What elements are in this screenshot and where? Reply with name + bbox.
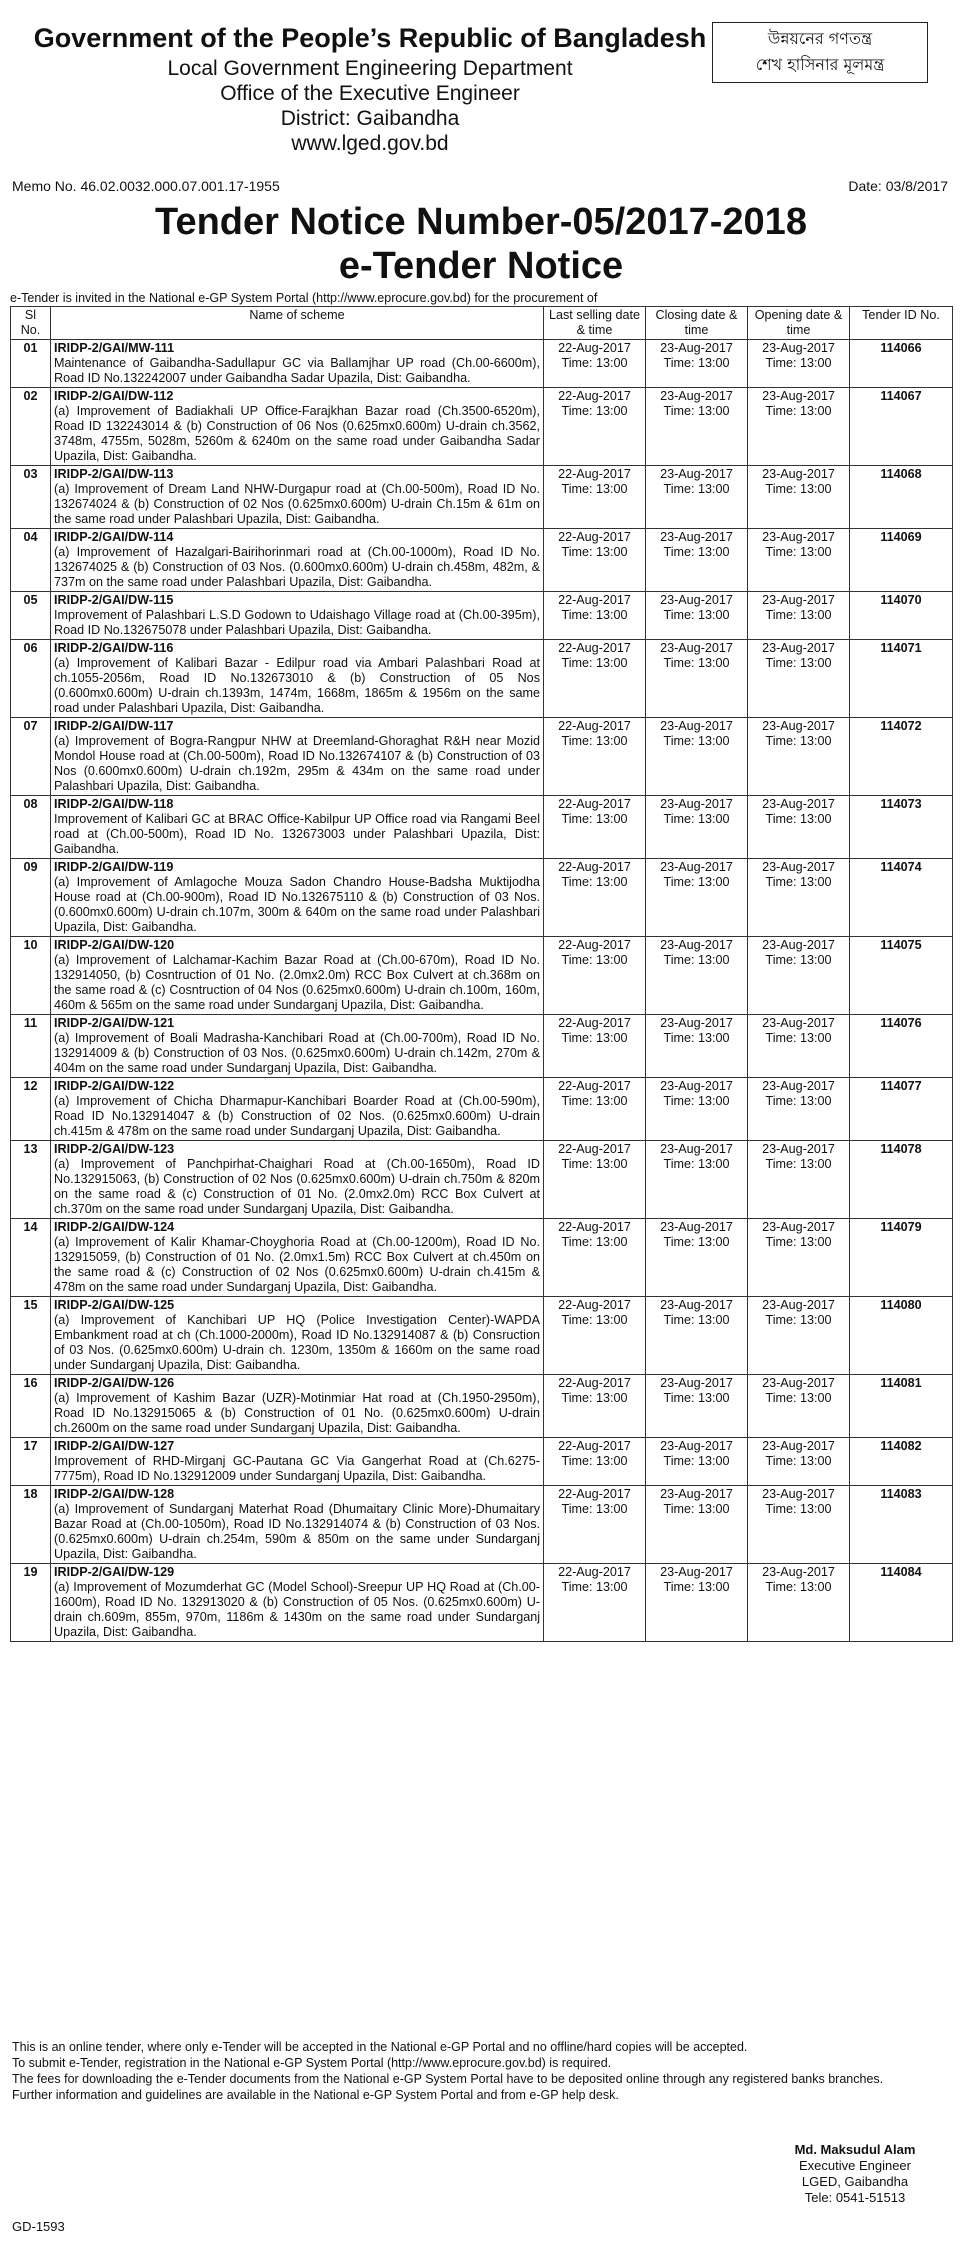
- package-number: IRIDP-2/GAI/DW-118: [54, 797, 174, 811]
- row-last-selling: 22-Aug-2017 Time: 13:00: [544, 796, 646, 859]
- row-tender-id: 114067: [850, 388, 953, 466]
- row-tender-id: 114082: [850, 1438, 953, 1486]
- row-sl-number: 03: [11, 466, 51, 529]
- row-scheme-cell: [51, 796, 544, 859]
- package-number: IRIDP-2/GAI/DW-113: [54, 467, 174, 481]
- notice-title: Tender Notice Number-05/2017-2018: [155, 201, 807, 243]
- scheme-description: (a) Improvement of Boali Madrasha-Kanchibari Road at (Ch.00-700m), Road ID No. 132914009 & (b) Construction of 03 Nos. (0.625mx0.600m) U-drain ch.142m, 270m & 404m on the same road under Sundarganj Upazila, Dist: Gaibandha.: [54, 1031, 540, 1075]
- table-row: [11, 592, 953, 640]
- row-opening: 23-Aug-2017 Time: 13:00: [748, 937, 850, 1015]
- package-number: IRIDP-2/GAI/DW-122: [54, 1079, 175, 1093]
- row-last-selling: 22-Aug-2017 Time: 13:00: [544, 937, 646, 1015]
- row-last-selling: 22-Aug-2017 Time: 13:00: [544, 340, 646, 388]
- row-tender-id: 114083: [850, 1486, 953, 1564]
- row-opening: 23-Aug-2017 Time: 13:00: [748, 529, 850, 592]
- row-closing: 23-Aug-2017 Time: 13:00: [646, 640, 748, 718]
- package-number: IRIDP-2/GAI/DW-117: [54, 719, 174, 733]
- row-closing: 23-Aug-2017 Time: 13:00: [646, 1297, 748, 1375]
- row-sl-number: 08: [11, 796, 51, 859]
- row-opening: 23-Aug-2017 Time: 13:00: [748, 1141, 850, 1219]
- col-opening: Opening date & time: [748, 307, 850, 340]
- row-opening: 23-Aug-2017 Time: 13:00: [748, 1015, 850, 1078]
- row-last-selling: 22-Aug-2017 Time: 13:00: [544, 1486, 646, 1564]
- table-row: [11, 718, 953, 796]
- row-tender-id: 114075: [850, 937, 953, 1015]
- scheme-description: (a) Improvement of Badiakhali UP Office-Farajkhan Bazar road (Ch.3500-6520m), Road ID 132243014 & (b) Construction of 06 Nos (0.625mx0.600m) U-drain ch.3562, 3748m, 4755m, 5028m, 5260m & 6240m on the same road under Gaibandha Sadar Upazila, Dist: Gaibandha.: [54, 404, 540, 463]
- row-opening: 23-Aug-2017 Time: 13:00: [748, 859, 850, 937]
- row-closing: 23-Aug-2017 Time: 13:00: [646, 718, 748, 796]
- row-last-selling: 22-Aug-2017 Time: 13:00: [544, 859, 646, 937]
- scheme-description: (a) Improvement of Kanchibari UP HQ (Police Investigation Center)-WAPDA Embankment road at ch (Ch.1000-2000m), Road ID No.132914087 & (b) Consruction of 03 Nos. (0.625mx0.600m) U-drain ch. 1230m, 1350m & 1660m on the same road under Sundarganj Upazila, Dist: Gaibandha.: [54, 1313, 540, 1372]
- table-row: [11, 388, 953, 466]
- row-tender-id: 114074: [850, 859, 953, 937]
- col-sl: Sl No.: [11, 307, 51, 340]
- scheme-description: (a) Improvement of Kashim Bazar (UZR)-Motinmiar Hat road at (Ch.1950-2950m), Road ID No.132915065 & (b) Construction of 01 No. (0.625mx0.600m) U-drain ch.2600m on the same road under Sundarganj Upazila, Dist: Gaibandha.: [54, 1391, 540, 1435]
- row-tender-id: 114080: [850, 1297, 953, 1375]
- row-scheme-cell: [51, 937, 544, 1015]
- package-number: IRIDP-2/GAI/DW-119: [54, 860, 174, 874]
- department-name: Local Government Engineering Department: [167, 57, 573, 80]
- website: www.lged.gov.bd: [291, 132, 449, 155]
- row-opening: 23-Aug-2017 Time: 13:00: [748, 1078, 850, 1141]
- row-closing: 23-Aug-2017 Time: 13:00: [646, 1141, 748, 1219]
- package-number: IRIDP-2/GAI/DW-125: [54, 1298, 175, 1312]
- scheme-description: (a) Improvement of Kalibari Bazar - Edilpur road via Ambari Palashbari Road at ch.1055-2056m, Road ID No.132673010 & (b) Construction of 05 Nos (0.600mx0.600m) U-drain ch.1393m, 1474m, 1668m, 1865m & 1956m on the same road under Palashbari Upazila, Dist: Gaibandha.: [54, 656, 540, 715]
- footer-note: To submit e-Tender, registration in the National e-GP System Portal (http://www.eprocure.gov.bd) is required.: [12, 2056, 612, 2070]
- signatory-name: Md. Maksudul Alam: [794, 2142, 916, 2157]
- row-closing: 23-Aug-2017 Time: 13:00: [646, 1219, 748, 1297]
- row-opening: 23-Aug-2017 Time: 13:00: [748, 796, 850, 859]
- package-number: IRIDP-2/GAI/DW-120: [54, 938, 175, 952]
- scheme-description: (a) Improvement of Chicha Dharmapur-Kanchibari Boarder Road at (Ch.00-590m), Road ID No.132914047 & (b) Construction of 02 Nos. (0.625mx0.600m) U-drain ch.415m & 478m on the same road under Sundarganj Upazila, Dist: Gaibandha.: [54, 1094, 540, 1138]
- table-row: [11, 1141, 953, 1219]
- row-scheme-cell: [51, 466, 544, 529]
- scheme-description: (a) Improvement of Kalir Khamar-Choyghoria Road at (Ch.00-1200m), Road ID No. 132915059, (b) Construction of 01 No. (2.0mx1.5m) RCC Box Culvert at ch.450m on the same road & (c) Construction of 02 Nos (0.625mx0.600m) U-drain ch.415m & 478m on the same road under Sundarganj Upazila, Dist: Gaibandha.: [54, 1235, 540, 1294]
- row-last-selling: 22-Aug-2017 Time: 13:00: [544, 466, 646, 529]
- row-sl-number: 12: [11, 1078, 51, 1141]
- table-row: [11, 640, 953, 718]
- row-sl-number: 02: [11, 388, 51, 466]
- row-opening: 23-Aug-2017 Time: 13:00: [748, 1219, 850, 1297]
- row-tender-id: 114076: [850, 1015, 953, 1078]
- row-sl-number: 14: [11, 1219, 51, 1297]
- scheme-description: (a) Improvement of Sundarganj Materhat Road (Dhumaitary Clinic More)-Dhumaitary Bazar Road at (Ch.00-1050m), Road ID No.132914074 & (b) Construction of 03 Nos. (0.625mx0.600m) U-drain ch.254m, 590m & 850m on the same under Sundarganj Upazila, Dist: Gaibandha.: [54, 1502, 540, 1561]
- row-scheme-cell: [51, 1486, 544, 1564]
- row-last-selling: 22-Aug-2017 Time: 13:00: [544, 1219, 646, 1297]
- row-opening: 23-Aug-2017 Time: 13:00: [748, 340, 850, 388]
- gd-number: GD-1593: [12, 2219, 65, 2234]
- district-name: District: Gaibandha: [280, 107, 460, 130]
- bangla-slogan-line2: শেখ হাসিনার মূলমন্ত্র: [755, 55, 885, 74]
- row-sl-number: 05: [11, 592, 51, 640]
- row-sl-number: 13: [11, 1141, 51, 1219]
- row-opening: 23-Aug-2017 Time: 13:00: [748, 1564, 850, 1642]
- scheme-description: (a) Improvement of Amlagoche Mouza Sadon Chandro House-Badsha Muktijodha House road at (Ch.00-900m), Road ID No.132675110 & (b) Construction of 03 Nos. (0.600mx0.600m) U-drain ch.107m, 300m & 640m on the same road under Palashbari Upazila, Dist: Gaibandha.: [54, 875, 540, 934]
- row-opening: 23-Aug-2017 Time: 13:00: [748, 1375, 850, 1438]
- row-closing: 23-Aug-2017 Time: 13:00: [646, 529, 748, 592]
- table-row: [11, 1078, 953, 1141]
- row-opening: 23-Aug-2017 Time: 13:00: [748, 1297, 850, 1375]
- package-number: IRIDP-2/GAI/MW-111: [54, 341, 175, 355]
- row-sl-number: 01: [11, 340, 51, 388]
- package-number: IRIDP-2/GAI/DW-114: [54, 530, 174, 544]
- scheme-description: Improvement of RHD-Mirganj GC-Pautana GC Via Gangerhat Road at (Ch.6275-7775m), Road ID No.132912009 under Sundarganj Upazila, Dist: Gaibandha.: [54, 1454, 540, 1483]
- col-name: Name of scheme: [51, 307, 544, 340]
- signatory-title: Executive Engineer: [798, 2158, 911, 2173]
- government-title: Government of the People’s Republic of Bangladesh: [33, 23, 707, 53]
- bangla-slogan-box: [712, 22, 928, 83]
- row-scheme-cell: [51, 1375, 544, 1438]
- row-closing: 23-Aug-2017 Time: 13:00: [646, 1438, 748, 1486]
- row-tender-id: 114081: [850, 1375, 953, 1438]
- row-sl-number: 11: [11, 1015, 51, 1078]
- package-number: IRIDP-2/GAI/DW-115: [54, 593, 174, 607]
- memo-number: Memo No. 46.02.0032.000.07.001.17-1955: [12, 178, 280, 194]
- row-tender-id: 114071: [850, 640, 953, 718]
- row-closing: 23-Aug-2017 Time: 13:00: [646, 1015, 748, 1078]
- row-closing: 23-Aug-2017 Time: 13:00: [646, 340, 748, 388]
- row-opening: 23-Aug-2017 Time: 13:00: [748, 592, 850, 640]
- table-header-row: [11, 307, 953, 340]
- row-last-selling: 22-Aug-2017 Time: 13:00: [544, 388, 646, 466]
- row-scheme-cell: [51, 1438, 544, 1486]
- row-scheme-cell: [51, 1141, 544, 1219]
- footer-notes: [12, 2039, 948, 2103]
- row-tender-id: 114079: [850, 1219, 953, 1297]
- footer-note: The fees for downloading the e-Tender documents from the National e-GP System Portal have to be deposited online through any registered banks branches.: [12, 2072, 884, 2086]
- package-number: IRIDP-2/GAI/DW-121: [54, 1016, 175, 1030]
- table-row: [11, 796, 953, 859]
- row-scheme-cell: [51, 1219, 544, 1297]
- row-scheme-cell: [51, 1078, 544, 1141]
- table-row: [11, 1297, 953, 1375]
- row-sl-number: 06: [11, 640, 51, 718]
- col-tender-id: Tender ID No.: [850, 307, 953, 340]
- package-number: IRIDP-2/GAI/DW-127: [54, 1439, 175, 1453]
- row-sl-number: 18: [11, 1486, 51, 1564]
- notice-subtitle: e-Tender Notice: [338, 245, 624, 287]
- row-scheme-cell: [51, 592, 544, 640]
- table-row: [11, 1219, 953, 1297]
- row-scheme-cell: [51, 718, 544, 796]
- row-opening: 23-Aug-2017 Time: 13:00: [748, 1486, 850, 1564]
- row-tender-id: 114084: [850, 1564, 953, 1642]
- scheme-description: (a) Improvement of Bogra-Rangpur NHW at Dreemland-Ghoraghat R&H near Mozid Mondol House road at (Ch.00-500m), Road ID No.132674107 & (b) Construction of 03 Nos (0.600mx0.600m) U-drain ch.192m, 295m & 434m on the same road under Palashbari Upazila, Dist: Gaibandha.: [54, 734, 540, 793]
- signatory-phone: Tele: 0541-51513: [804, 2190, 906, 2205]
- row-scheme-cell: [51, 529, 544, 592]
- row-closing: 23-Aug-2017 Time: 13:00: [646, 796, 748, 859]
- table-row: [11, 529, 953, 592]
- scheme-description: (a) Improvement of Lalchamar-Kachim Bazar Road at (Ch.00-670m), Road ID No. 132914050, (b) Cosntruction of 01 No. (2.0mx2.0m) RCC Box Culvert at ch.368m on the same road & (c) Cosntruction of 04 Nos (0.625mx0.600m) U-drain ch.100m, 160m, 460m & 565m on the same road under Sundarganj Upazila, Dist: Gaibandha.: [54, 953, 540, 1012]
- package-number: IRIDP-2/GAI/DW-126: [54, 1376, 175, 1390]
- table-row: [11, 1015, 953, 1078]
- scheme-description: (a) Improvement of Panchpirhat-Chaighari Road at (Ch.00-1650m), Road ID No.132915063, (b) Construction of 02 Nos (0.625mx0.600m) U-drain ch.750m & 820m on the same road & (c) Construction of 01 No. (2.0mx2.0m) RCC Box Culvert at ch.370m on the same road under Sundarganj Upazila, Dist: Gaibandha.: [54, 1157, 540, 1216]
- row-last-selling: 22-Aug-2017 Time: 13:00: [544, 718, 646, 796]
- scheme-description: Improvement of Palashbari L.S.D Godown to Udaishago Village road at (Ch.00-395m), Road ID No.132675078 under Palashbari Upazila, Dist: Gaibandha.: [54, 608, 540, 637]
- row-opening: 23-Aug-2017 Time: 13:00: [748, 640, 850, 718]
- row-opening: 23-Aug-2017 Time: 13:00: [748, 466, 850, 529]
- row-closing: 23-Aug-2017 Time: 13:00: [646, 466, 748, 529]
- row-tender-id: 114077: [850, 1078, 953, 1141]
- footer-note: Further information and guidelines are available in the National e-GP System Portal and from e-GP help desk.: [12, 2088, 619, 2102]
- row-closing: 23-Aug-2017 Time: 13:00: [646, 1078, 748, 1141]
- row-last-selling: 22-Aug-2017 Time: 13:00: [544, 1375, 646, 1438]
- row-scheme-cell: [51, 1564, 544, 1642]
- row-scheme-cell: [51, 388, 544, 466]
- table-row: [11, 1438, 953, 1486]
- signatory-office: LGED, Gaibandha: [801, 2174, 909, 2189]
- row-tender-id: 114069: [850, 529, 953, 592]
- row-scheme-cell: [51, 859, 544, 937]
- row-closing: 23-Aug-2017 Time: 13:00: [646, 859, 748, 937]
- letterhead: [10, 8, 952, 178]
- row-last-selling: 22-Aug-2017 Time: 13:00: [544, 640, 646, 718]
- table-row: [11, 1564, 953, 1642]
- row-tender-id: 114072: [850, 718, 953, 796]
- row-sl-number: 10: [11, 937, 51, 1015]
- row-last-selling: 22-Aug-2017 Time: 13:00: [544, 592, 646, 640]
- table-row: [11, 1375, 953, 1438]
- table-row: [11, 340, 953, 388]
- table-row: [11, 859, 953, 937]
- row-last-selling: 22-Aug-2017 Time: 13:00: [544, 1015, 646, 1078]
- row-closing: 23-Aug-2017 Time: 13:00: [646, 1375, 748, 1438]
- row-last-selling: 22-Aug-2017 Time: 13:00: [544, 1564, 646, 1642]
- tender-table: [10, 306, 953, 1642]
- row-sl-number: 16: [11, 1375, 51, 1438]
- row-tender-id: 114068: [850, 466, 953, 529]
- row-closing: 23-Aug-2017 Time: 13:00: [646, 1486, 748, 1564]
- row-last-selling: 22-Aug-2017 Time: 13:00: [544, 529, 646, 592]
- row-sl-number: 04: [11, 529, 51, 592]
- row-opening: 23-Aug-2017 Time: 13:00: [748, 388, 850, 466]
- row-scheme-cell: [51, 340, 544, 388]
- row-closing: 23-Aug-2017 Time: 13:00: [646, 592, 748, 640]
- row-opening: 23-Aug-2017 Time: 13:00: [748, 1438, 850, 1486]
- scheme-description: Improvement of Kalibari GC at BRAC Office-Kabilpur UP Office road via Rangami Beel road at (Ch.00-500m), Road ID No. 132673003 under Palashbari Upazila, Dist: Gaibandha.: [54, 812, 540, 856]
- row-sl-number: 09: [11, 859, 51, 937]
- package-number: IRIDP-2/GAI/DW-123: [54, 1142, 175, 1156]
- tender-notice-page: [10, 8, 952, 2244]
- table-row: [11, 1486, 953, 1564]
- footer-note: This is an online tender, where only e-Tender will be accepted in the National e-GP Portal and no offline/hard copies will be accepted.: [12, 2040, 748, 2054]
- package-number: IRIDP-2/GAI/DW-112: [54, 389, 174, 403]
- scheme-description: Maintenance of Gaibandha-Sadullapur GC via Ballamjhar UP road (Ch.00-6600m), Road ID No.132242007 under Gaibandha Sadar Upazila, Dist: Gaibandha.: [54, 356, 540, 385]
- scheme-description: (a) Improvement of Dream Land NHW-Durgapur road at (Ch.00-500m), Road ID No. 132674024 & (b) Construction of 02 Nos (0.625mx0.600m) U-drain Ch.15m & 61m on the same road under Palashbari Upazila, Dist: Gaibandha.: [54, 482, 540, 526]
- table-row: [11, 466, 953, 529]
- scheme-description: (a) Improvement of Hazalgari-Bairihorinmari road at (Ch.00-1000m), Road ID No. 132674025 & (b) Construction of 03 Nos. (0.600mx0.600m) U-drain ch.458m, 482m, & 737m on the same road under Palashbari Upazila, Dist: Gaibandha.: [54, 545, 540, 589]
- row-sl-number: 19: [11, 1564, 51, 1642]
- row-closing: 23-Aug-2017 Time: 13:00: [646, 388, 748, 466]
- row-sl-number: 07: [11, 718, 51, 796]
- row-last-selling: 22-Aug-2017 Time: 13:00: [544, 1141, 646, 1219]
- row-last-selling: 22-Aug-2017 Time: 13:00: [544, 1438, 646, 1486]
- row-sl-number: 15: [11, 1297, 51, 1375]
- package-number: IRIDP-2/GAI/DW-129: [54, 1565, 175, 1579]
- package-number: IRIDP-2/GAI/DW-124: [54, 1220, 175, 1234]
- notice-date: Date: 03/8/2017: [848, 178, 948, 194]
- table-row: [11, 937, 953, 1015]
- row-last-selling: 22-Aug-2017 Time: 13:00: [544, 1297, 646, 1375]
- package-number: IRIDP-2/GAI/DW-116: [54, 641, 174, 655]
- row-last-selling: 22-Aug-2017 Time: 13:00: [544, 1078, 646, 1141]
- row-scheme-cell: [51, 640, 544, 718]
- col-closing: Closing date & time: [646, 307, 748, 340]
- row-tender-id: 114078: [850, 1141, 953, 1219]
- bangla-slogan-line1: উন্নয়নের গণতন্ত্র: [767, 29, 873, 48]
- row-opening: 23-Aug-2017 Time: 13:00: [748, 718, 850, 796]
- package-number: IRIDP-2/GAI/DW-128: [54, 1487, 175, 1501]
- office-name: Office of the Executive Engineer: [220, 82, 520, 105]
- row-tender-id: 114066: [850, 340, 953, 388]
- row-sl-number: 17: [11, 1438, 51, 1486]
- signature-block: [770, 2142, 940, 2206]
- row-closing: 23-Aug-2017 Time: 13:00: [646, 1564, 748, 1642]
- row-tender-id: 114073: [850, 796, 953, 859]
- row-scheme-cell: [51, 1297, 544, 1375]
- scheme-description: (a) Improvement of Mozumderhat GC (Model School)-Sreepur UP HQ Road at (Ch.00-1600m), Road ID No. 132913020 & (b) Construction of 05 Nos. (0.625mx0.600m) U-drain ch.609m, 855m, 970m, 1186m & 1430m on the same road under Sundarganj Upazila, Dist: Gaibandha.: [54, 1580, 540, 1639]
- intro-text: e-Tender is invited in the National e-GP System Portal (http://www.eprocure.gov.bd) for the procurement of: [10, 291, 598, 305]
- row-closing: 23-Aug-2017 Time: 13:00: [646, 937, 748, 1015]
- row-tender-id: 114070: [850, 592, 953, 640]
- col-last-selling: Last selling date & time: [544, 307, 646, 340]
- row-scheme-cell: [51, 1015, 544, 1078]
